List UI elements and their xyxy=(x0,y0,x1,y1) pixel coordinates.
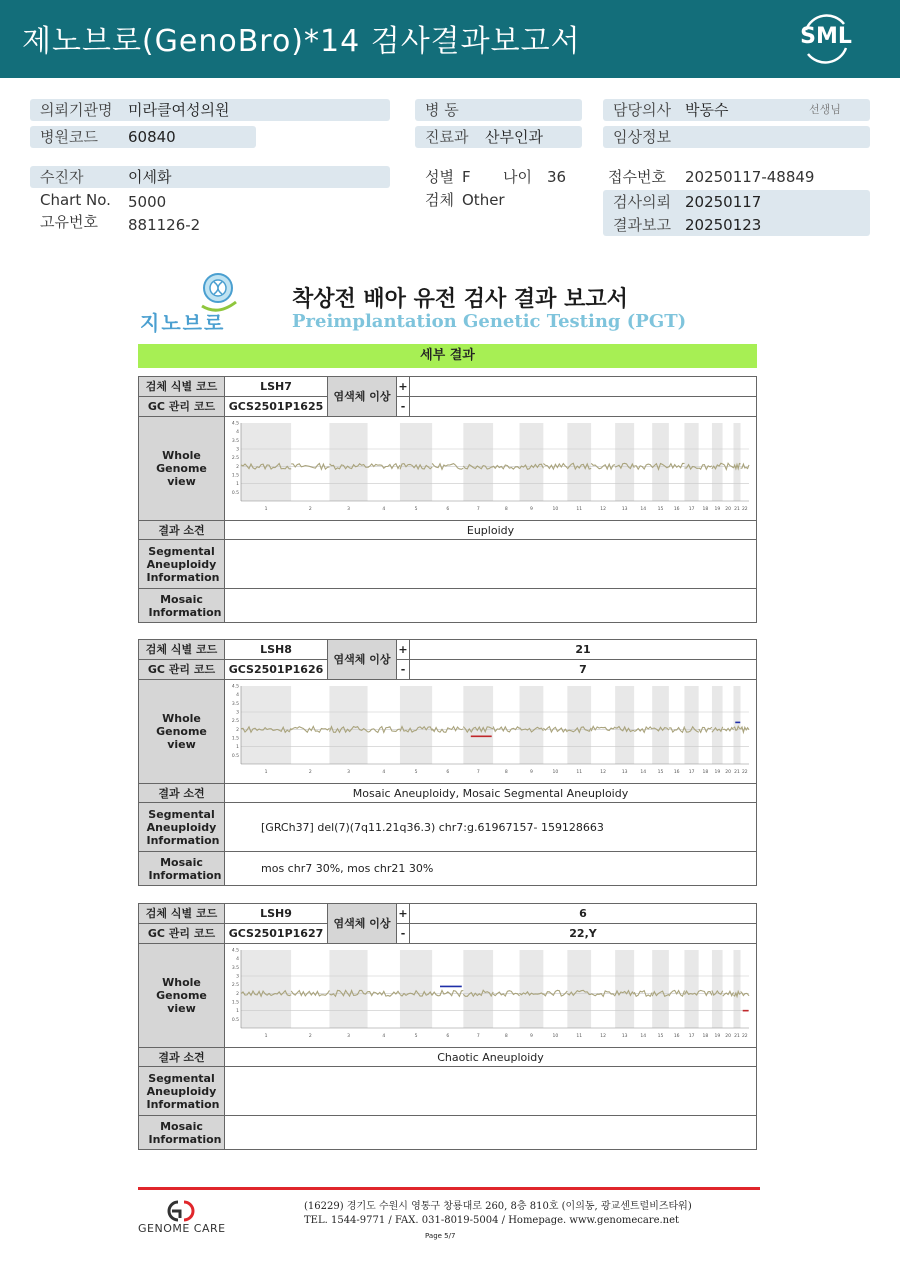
dept-row xyxy=(415,126,582,148)
chromosome-band xyxy=(669,686,685,764)
genome-view-label xyxy=(139,417,225,521)
chromosome-band xyxy=(741,950,749,1028)
x-tick-label: 14 xyxy=(640,770,647,775)
x-tick-label: 1 xyxy=(264,507,268,512)
hospital-code-value: 60840 xyxy=(128,128,176,146)
chromosome-band xyxy=(723,950,734,1028)
y-tick-label: 2.5 xyxy=(231,983,239,989)
y-tick-label: 3.5 xyxy=(231,965,239,971)
sample-id-value: LSH8 xyxy=(225,640,328,660)
request-value: 20250117 xyxy=(685,193,762,211)
gc-code-label: GC 관리 코드 xyxy=(139,924,225,944)
x-tick-label: 13 xyxy=(621,507,628,512)
sample-id-label: 검체 식별 코드 xyxy=(139,377,225,397)
y-tick-label: 0.5 xyxy=(231,490,239,496)
page-number: Page 5/7 xyxy=(425,1232,456,1240)
x-tick-label: 1 xyxy=(264,770,268,775)
chromosome-band xyxy=(634,423,652,501)
chromosome-band xyxy=(493,686,519,764)
contact-line: TEL. 1544-9771 / FAX. 031-8019-5004 / Homepage. www.genomecare.net xyxy=(304,1215,680,1226)
chromosome-band xyxy=(684,686,698,764)
chromosome-band xyxy=(669,423,685,501)
doctor-row xyxy=(603,99,870,121)
sample-id-label: 검체 식별 코드 xyxy=(139,904,225,924)
whole-genome-chart xyxy=(227,419,754,515)
x-tick-label: 4 xyxy=(382,1034,386,1039)
mosaic-value: mos chr7 30%, mos chr21 30% xyxy=(225,852,757,886)
x-tick-label: 12 xyxy=(600,1034,607,1039)
age-value: 36 xyxy=(547,168,567,186)
y-tick-label: 3.5 xyxy=(231,438,239,444)
chromosome-band xyxy=(463,950,493,1028)
report-date-value: 20250123 xyxy=(685,216,762,234)
y-tick-label: 4.5 xyxy=(231,948,239,954)
chromosome-band xyxy=(368,686,400,764)
x-tick-label: 5 xyxy=(414,770,418,775)
chart-no-value: 5000 xyxy=(128,193,167,211)
x-tick-label: 8 xyxy=(504,770,508,775)
address-line: (16229) 경기도 수원시 영통구 창룡대로 260, 8층 810호 (이의동, 광교센트럴비즈타워) xyxy=(304,1201,692,1212)
genome-care-logo-icon xyxy=(158,1198,204,1224)
chromosome-band xyxy=(699,950,712,1028)
chromosome-band xyxy=(493,950,519,1028)
x-tick-label: 21 xyxy=(734,1034,740,1039)
chromosome-band xyxy=(741,423,749,501)
y-tick-label: 1 xyxy=(236,482,239,488)
finding-value: Chaotic Aneuploidy xyxy=(225,1048,757,1067)
gc-code-label: GC 관리 코드 xyxy=(139,397,225,417)
x-tick-label: 11 xyxy=(576,770,583,775)
x-tick-label: 2 xyxy=(308,507,312,512)
hospital-code-row xyxy=(30,126,256,148)
x-tick-label: 16 xyxy=(673,770,680,775)
x-tick-label: 6 xyxy=(446,507,450,512)
sml-logo xyxy=(800,12,852,64)
x-tick-label: 1 xyxy=(264,1034,268,1039)
y-tick-label: 3 xyxy=(236,974,239,980)
dates-box xyxy=(603,190,870,236)
genobro-logo-icon xyxy=(196,272,240,312)
x-tick-label: 10 xyxy=(552,507,559,512)
x-tick-label: 14 xyxy=(640,507,647,512)
y-tick-label: 4 xyxy=(236,957,239,963)
x-tick-label: 10 xyxy=(552,770,559,775)
x-tick-label: 8 xyxy=(504,1034,508,1039)
segmental-value: [GRCh37] del(7)(7q11.21q36.3) chr7:g.61967157- 159128663 xyxy=(225,803,757,852)
sample-table xyxy=(138,639,757,886)
chromosome-band xyxy=(241,423,291,501)
x-tick-label: 22 xyxy=(741,507,748,512)
sample-id-value: LSH9 xyxy=(225,904,328,924)
ward-label: 병 동 xyxy=(425,101,459,119)
x-tick-label: 18 xyxy=(702,507,709,512)
chromosome-band xyxy=(684,423,698,501)
y-tick-label: 1.5 xyxy=(231,1000,239,1006)
x-tick-label: 6 xyxy=(446,770,450,775)
unique-id-label: 고유번호 xyxy=(40,213,98,231)
x-tick-label: 4 xyxy=(382,770,386,775)
x-tick-label: 13 xyxy=(621,1034,628,1039)
chromosome-band xyxy=(669,950,685,1028)
x-tick-label: 20 xyxy=(725,507,731,512)
gain-sign: + xyxy=(397,640,410,660)
genome-view-label xyxy=(139,680,225,784)
mosaic-value xyxy=(225,589,757,623)
chromosome-band xyxy=(543,423,567,501)
dept-value: 산부인과 xyxy=(485,128,543,146)
loss-sign: - xyxy=(397,397,410,417)
pgt-title: 착상전 배아 유전 검사 결과 보고서 xyxy=(292,287,628,312)
receipt-label: 접수번호 xyxy=(608,168,666,186)
gain-chromosomes: 21 xyxy=(410,640,757,660)
chromosome-band xyxy=(400,686,432,764)
x-tick-label: 21 xyxy=(734,770,740,775)
chromosome-band xyxy=(699,423,712,501)
chromosome-band xyxy=(652,423,669,501)
chromosome-band xyxy=(591,423,615,501)
x-tick-label: 13 xyxy=(621,770,628,775)
x-tick-label: 14 xyxy=(640,1034,647,1039)
sex-label: 성별 xyxy=(425,168,454,186)
y-tick-label: 3.5 xyxy=(231,701,239,707)
sample-id-label: 검체 식별 코드 xyxy=(139,640,225,660)
x-tick-label: 5 xyxy=(414,1034,418,1039)
chromosome-band xyxy=(615,950,634,1028)
chromosome-band xyxy=(291,950,329,1028)
x-tick-label: 2 xyxy=(308,1034,312,1039)
x-tick-label: 7 xyxy=(476,1034,480,1039)
y-tick-label: 3 xyxy=(236,447,239,453)
y-tick-label: 3 xyxy=(236,710,239,716)
x-tick-label: 19 xyxy=(714,507,721,512)
y-tick-label: 4 xyxy=(236,430,239,436)
ward-row xyxy=(415,99,582,121)
segmental-label xyxy=(139,1067,225,1116)
x-tick-label: 17 xyxy=(688,507,695,512)
x-tick-label: 11 xyxy=(576,1034,583,1039)
chromosome-band xyxy=(652,950,669,1028)
y-tick-label: 2 xyxy=(236,991,239,997)
chromosome-band xyxy=(634,950,652,1028)
segmental-label-text: Segmental Aneuploidy Information xyxy=(146,544,220,584)
chromosome-band xyxy=(699,686,712,764)
dept-label: 진료과 xyxy=(425,128,469,146)
sample-table xyxy=(138,376,757,623)
mosaic-label-text: Mosaic Information xyxy=(148,855,222,882)
footer-address xyxy=(304,1200,692,1228)
patient-value: 이세화 xyxy=(128,168,172,186)
y-tick-label: 4.5 xyxy=(231,684,239,690)
chrom-abnormality-label: 염색체 이상 xyxy=(328,904,397,944)
doctor-suffix: 선생님 xyxy=(809,103,841,116)
section-title: 세부 결과 xyxy=(138,344,757,368)
doctor-value: 박동수 xyxy=(685,101,729,119)
clinical-row xyxy=(603,126,870,148)
chromosome-band xyxy=(463,423,493,501)
chromosome-band xyxy=(432,423,463,501)
gain-chromosomes xyxy=(410,377,757,397)
whole-genome-chart xyxy=(227,682,754,778)
gain-chromosomes: 6 xyxy=(410,904,757,924)
loss-chromosomes: 7 xyxy=(410,660,757,680)
whole-genome-chart xyxy=(227,946,754,1042)
chromosome-band xyxy=(543,686,567,764)
y-tick-label: 1.5 xyxy=(231,473,239,479)
x-tick-label: 11 xyxy=(576,507,583,512)
x-tick-label: 4 xyxy=(382,507,386,512)
x-tick-label: 19 xyxy=(714,1034,721,1039)
chromosome-band xyxy=(520,423,544,501)
y-tick-label: 4.5 xyxy=(231,421,239,427)
chromosome-band xyxy=(241,950,291,1028)
chromosome-band xyxy=(733,423,740,501)
mosaic-label xyxy=(139,589,225,623)
y-tick-label: 0.5 xyxy=(231,1017,239,1023)
x-tick-label: 16 xyxy=(673,1034,680,1039)
chromosome-band xyxy=(400,950,432,1028)
patient-row xyxy=(30,166,390,188)
chromosome-band xyxy=(241,686,291,764)
y-tick-label: 1 xyxy=(236,1009,239,1015)
segmental-label xyxy=(139,803,225,852)
mosaic-value xyxy=(225,1116,757,1150)
gc-code-label: GC 관리 코드 xyxy=(139,660,225,680)
chromosome-band xyxy=(712,950,723,1028)
chromosome-band xyxy=(723,423,734,501)
specimen-label: 검체 xyxy=(425,191,454,209)
genome-view-cell xyxy=(225,417,757,521)
x-tick-label: 8 xyxy=(504,507,508,512)
genome-view-label-text: Whole Genome view xyxy=(156,712,207,751)
finding-label: 결과 소견 xyxy=(139,1048,225,1067)
x-tick-label: 18 xyxy=(702,770,709,775)
chromosome-band xyxy=(567,423,591,501)
chromosome-band xyxy=(543,950,567,1028)
x-tick-label: 12 xyxy=(600,770,607,775)
chromosome-band xyxy=(712,686,723,764)
chromosome-band xyxy=(329,423,367,501)
sample-table xyxy=(138,903,757,1150)
unique-id-value: 881126-2 xyxy=(128,216,201,234)
gc-code-value: GCS2501P1625 xyxy=(225,397,328,417)
x-tick-label: 9 xyxy=(530,1034,533,1039)
segmental-label-text: Segmental Aneuploidy Information xyxy=(146,1071,220,1111)
x-tick-label: 19 xyxy=(714,770,721,775)
institution-value: 미라클여성의원 xyxy=(128,101,230,119)
x-tick-label: 22 xyxy=(741,1034,748,1039)
segmental-label-text: Segmental Aneuploidy Information xyxy=(146,807,220,847)
specimen-value: Other xyxy=(462,191,505,209)
chromosome-band xyxy=(684,950,698,1028)
chromosome-band xyxy=(463,686,493,764)
x-tick-label: 12 xyxy=(600,507,607,512)
x-tick-label: 3 xyxy=(347,507,351,512)
chromosome-band xyxy=(432,686,463,764)
finding-label: 결과 소견 xyxy=(139,784,225,803)
x-tick-label: 10 xyxy=(552,1034,559,1039)
genome-care-name: GENOME CARE xyxy=(138,1222,226,1235)
request-label: 검사의뢰 xyxy=(613,193,671,211)
y-tick-label: 2 xyxy=(236,727,239,733)
gc-code-value: GCS2501P1627 xyxy=(225,924,328,944)
loss-chromosomes xyxy=(410,397,757,417)
x-tick-label: 22 xyxy=(741,770,748,775)
chromosome-band xyxy=(591,950,615,1028)
segmental-value xyxy=(225,540,757,589)
chromosome-band xyxy=(615,686,634,764)
x-tick-label: 9 xyxy=(530,507,533,512)
x-tick-label: 17 xyxy=(688,1034,695,1039)
genobro-logo-text: 지노브로 xyxy=(140,311,226,335)
x-tick-label: 21 xyxy=(734,507,740,512)
chromosome-band xyxy=(329,950,367,1028)
segmental-value xyxy=(225,1067,757,1116)
age-label: 나이 xyxy=(503,168,532,186)
mosaic-label xyxy=(139,852,225,886)
loss-sign: - xyxy=(397,924,410,944)
genome-view-cell xyxy=(225,944,757,1048)
y-tick-label: 0.5 xyxy=(231,753,239,759)
chromosome-band xyxy=(291,686,329,764)
chromosome-band xyxy=(652,686,669,764)
pgt-subtitle: Preimplantation Genetic Testing (PGT) xyxy=(292,311,687,332)
chromosome-band xyxy=(567,686,591,764)
x-tick-label: 7 xyxy=(476,507,480,512)
chromosome-band xyxy=(567,950,591,1028)
chrom-abnormality-label: 염색체 이상 xyxy=(328,640,397,680)
chromosome-band xyxy=(733,950,740,1028)
x-tick-label: 16 xyxy=(673,507,680,512)
clinical-label: 임상정보 xyxy=(613,128,671,146)
y-tick-label: 1 xyxy=(236,745,239,751)
chromosome-band xyxy=(733,686,740,764)
chromosome-band xyxy=(712,423,723,501)
sex-value: F xyxy=(462,168,471,186)
y-tick-label: 1.5 xyxy=(231,736,239,742)
receipt-value: 20250117-48849 xyxy=(685,168,815,186)
gain-sign: + xyxy=(397,377,410,397)
x-tick-label: 2 xyxy=(308,770,312,775)
chromosome-band xyxy=(520,950,544,1028)
gain-sign: + xyxy=(397,904,410,924)
y-tick-label: 4 xyxy=(236,693,239,699)
x-tick-label: 5 xyxy=(414,507,418,512)
x-tick-label: 15 xyxy=(657,770,664,775)
chart-no-label: Chart No. xyxy=(40,191,111,209)
genome-view-label-text: Whole Genome view xyxy=(156,976,207,1015)
y-tick-label: 2.5 xyxy=(231,456,239,462)
x-tick-label: 15 xyxy=(657,1034,664,1039)
chromosome-band xyxy=(591,686,615,764)
chromosome-band xyxy=(329,686,367,764)
mosaic-label-text: Mosaic Information xyxy=(148,592,222,619)
x-tick-label: 6 xyxy=(446,1034,450,1039)
segmental-label xyxy=(139,540,225,589)
x-tick-label: 3 xyxy=(347,770,351,775)
report-date-label: 결과보고 xyxy=(613,216,671,234)
finding-label: 결과 소견 xyxy=(139,521,225,540)
chromosome-band xyxy=(368,423,400,501)
x-tick-label: 15 xyxy=(657,507,664,512)
chromosome-band xyxy=(520,686,544,764)
x-tick-label: 7 xyxy=(476,770,480,775)
mosaic-label-text: Mosaic Information xyxy=(148,1119,222,1146)
chromosome-band xyxy=(723,686,734,764)
genome-view-label xyxy=(139,944,225,1048)
genome-view-label-text: Whole Genome view xyxy=(156,449,207,488)
x-tick-label: 20 xyxy=(725,1034,731,1039)
chrom-abnormality-label: 염색체 이상 xyxy=(328,377,397,417)
chromosome-band xyxy=(400,423,432,501)
mosaic-label xyxy=(139,1116,225,1150)
chromosome-band xyxy=(493,423,519,501)
x-tick-label: 20 xyxy=(725,770,731,775)
chromosome-band xyxy=(368,950,400,1028)
footer-divider xyxy=(138,1187,760,1190)
sml-logo-text: SML xyxy=(800,24,852,49)
chromosome-band xyxy=(741,686,749,764)
institution-row xyxy=(30,99,390,121)
x-tick-label: 9 xyxy=(530,770,533,775)
chromosome-band xyxy=(634,686,652,764)
institution-label: 의뢰기관명 xyxy=(40,101,113,119)
page-header xyxy=(0,0,900,78)
loss-sign: - xyxy=(397,660,410,680)
y-tick-label: 2 xyxy=(236,464,239,470)
chromosome-band xyxy=(615,423,634,501)
sample-id-value: LSH7 xyxy=(225,377,328,397)
loss-chromosomes: 22,Y xyxy=(410,924,757,944)
report-title: 제노브로(GenoBro)*14 검사결과보고서 xyxy=(22,24,581,59)
hospital-code-label: 병원코드 xyxy=(40,128,98,146)
patient-label: 수진자 xyxy=(40,168,84,186)
finding-value: Euploidy xyxy=(225,521,757,540)
x-tick-label: 17 xyxy=(688,770,695,775)
x-tick-label: 18 xyxy=(702,1034,709,1039)
genome-view-cell xyxy=(225,680,757,784)
chromosome-band xyxy=(432,950,463,1028)
chromosome-band xyxy=(291,423,329,501)
doctor-label: 담당의사 xyxy=(613,101,671,119)
gc-code-value: GCS2501P1626 xyxy=(225,660,328,680)
x-tick-label: 3 xyxy=(347,1034,351,1039)
finding-value: Mosaic Aneuploidy, Mosaic Segmental Aneuploidy xyxy=(225,784,757,803)
y-tick-label: 2.5 xyxy=(231,719,239,725)
